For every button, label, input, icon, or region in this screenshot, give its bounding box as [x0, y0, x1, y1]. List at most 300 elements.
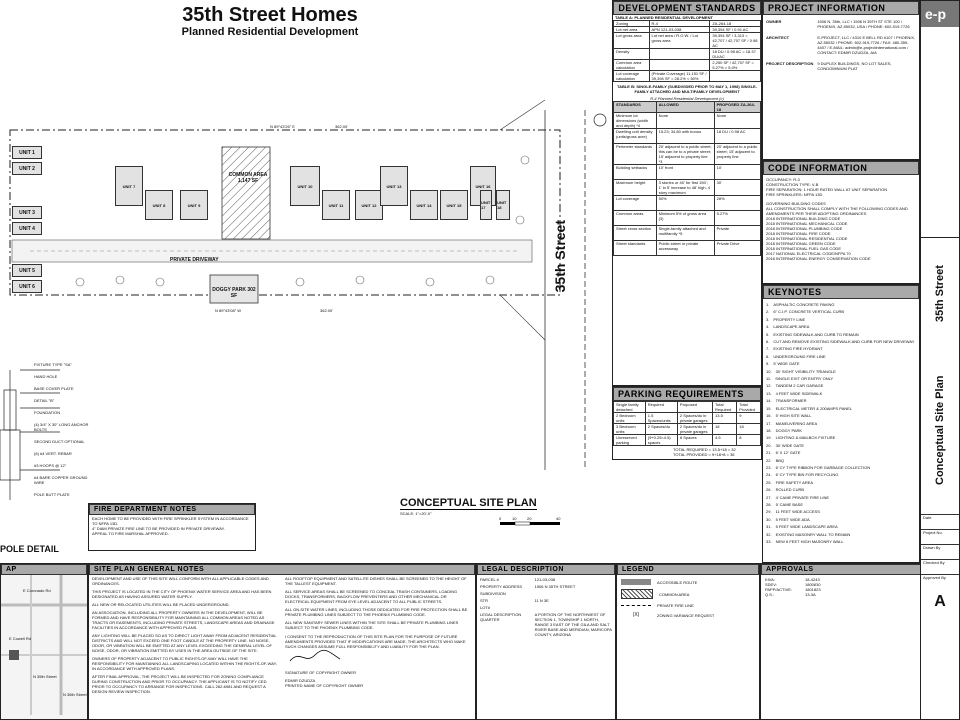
- unit-13: UNIT 13: [380, 166, 408, 206]
- pole-note: (6) #4 VERT. REBAR: [34, 451, 72, 456]
- keynote-item: [766, 516, 916, 523]
- legal-row: [480, 577, 612, 582]
- legend-item-fireline: PRIVATE FIRE LINE: [621, 603, 755, 608]
- pole-note: DETAIL "B": [34, 398, 55, 403]
- keynote-number: 22.: [766, 457, 772, 463]
- table-b-cell: 20' adjacent to a public street; this can be to a private street; 15' adjacent to property line *3: [656, 144, 714, 165]
- keynote-number: 23.: [766, 464, 772, 470]
- legal-key: LOT#: [480, 605, 491, 610]
- keynote-text: 6" C.I.P. CONCRETE VERTICAL CURB: [773, 309, 845, 315]
- scale-tick-0: 0: [499, 516, 502, 521]
- keynote-text: 5 FEET WIDE LANDSCAPE AREA: [775, 524, 838, 530]
- keynote-number: 15.: [766, 405, 772, 411]
- parking-cell: (9+0.25=4.5) spaces: [645, 435, 677, 446]
- keynote-item: [766, 308, 916, 315]
- parking-cell: 18: [713, 424, 737, 435]
- code-line: FIRE SEPARATION: 1 HOUR RATED WALL AT UNIT SEPARATION: [766, 187, 888, 192]
- parking-cell: 2 Spaces/du in private garages: [677, 424, 712, 435]
- table-a-cell: [649, 60, 710, 71]
- table-b-row: [614, 129, 761, 144]
- table-a-row: [614, 33, 761, 49]
- keynote-item: [766, 382, 916, 389]
- keynote-text: ELECTRICAL METER & 200AMPS PANEL: [775, 405, 853, 411]
- unit-2: UNIT 2: [12, 162, 42, 175]
- keynote-item: [766, 486, 916, 493]
- table-b-cell: Building setbacks: [614, 165, 657, 180]
- keynote-number: 7.: [766, 346, 770, 352]
- keynote-item: [766, 494, 916, 501]
- street-label: 35th Street: [552, 220, 568, 293]
- pole-detail-notes: [34, 362, 94, 504]
- approval-row: [765, 592, 925, 597]
- keynote-text: 5 FEET WIDE ADA: [775, 516, 810, 522]
- conceptual-scale: SCALE: 1"=20'-0": [400, 511, 432, 516]
- unit-1: UNIT 1: [12, 146, 42, 159]
- approval-key: PAPP/ACTIVE:: [765, 587, 793, 592]
- table-b-cell: Street standards: [614, 241, 657, 256]
- legal-row: [480, 598, 612, 603]
- table-b-cell: 10': [714, 165, 760, 180]
- table-a-cell: Lot coverage calculation: [614, 71, 650, 82]
- dim-bot-bearing: N 89°43'08" W: [215, 308, 242, 313]
- legend-header: LEGEND: [617, 564, 759, 575]
- keynote-number: 6.: [766, 339, 770, 345]
- keynote-item: [766, 508, 916, 515]
- keynote-number: 20.: [766, 442, 772, 448]
- table-a-cell: Common area calculation: [614, 60, 650, 71]
- dim-bot-length: 362.00': [320, 308, 333, 313]
- map-header: AP: [1, 564, 87, 575]
- general-note: ALL ON-SITE WATER LINES, INCLUDING THOSE DEDICATED FOR FIRE PROTECTION SHALL BE PRIVATE PLUMBING LINES SUBJECT TO THE PHOENIX PLUMBING CODE.: [285, 607, 468, 617]
- sheet-project-name: 35th Street: [934, 265, 946, 323]
- table-a-row: [614, 60, 761, 71]
- keynote-number: 32.: [766, 531, 772, 537]
- keynote-text: ROLLED CURB: [775, 487, 805, 493]
- table-a-cell: Lot net area / R.O.W. / Lot gross area: [649, 33, 710, 49]
- project-info-key: PROJECT DESCRIPTION: [766, 61, 814, 66]
- keynote-item: [766, 449, 916, 456]
- keynote-number: 33.: [766, 539, 772, 544]
- keynote-text: SINGLE EXIT OR ENTRY ONLY: [775, 376, 834, 382]
- parking-head-cell: Required: [645, 402, 677, 413]
- keynote-item: [766, 316, 916, 323]
- keynote-item: [766, 375, 916, 382]
- keynote-text: NEW 6 FEET HIGH MASONRY WALL: [775, 539, 844, 544]
- general-note: THIS PROJECT IS LOCATED IN THE CITY OF PHOENIX WATER SERVICE AREA AND HAS BEEN DESIGNATED AS HAVING ASSURED WATER SUPPLY.: [92, 589, 272, 599]
- keynote-item: [766, 353, 916, 360]
- table-b-row: [614, 211, 761, 226]
- keynote-number: 26.: [766, 487, 772, 493]
- keynote-number: 9.: [766, 361, 770, 367]
- table-b-row: [614, 113, 761, 129]
- scale-tick-20: 20: [527, 516, 532, 521]
- legal-row: [480, 591, 612, 596]
- parking-head-row: [614, 402, 761, 413]
- keynotes-header: KEYNOTES: [763, 285, 919, 299]
- keynote-text: EXISTING FIRE HYDRANT: [773, 346, 823, 352]
- table-a-cell: 18 DU / 0.98 AC = 18.37 DU/AC: [710, 49, 761, 60]
- keynote-text: 5' CAME BASE: [775, 501, 804, 507]
- keynote-item: [766, 501, 916, 508]
- dev-standards-panel: [612, 0, 762, 386]
- table-b-cell: 3 stories or 40' for first 150'; 1' in 5' increase to 48' high, 4 story maximum: [656, 180, 714, 196]
- table-a-cell: Density: [614, 49, 650, 60]
- parking-head-cell: Proposed: [677, 402, 712, 413]
- pole-note: SECOND DUCT OPTIONAL: [34, 439, 85, 444]
- legal-value: 1506 N 35TH STREET: [534, 584, 576, 589]
- keynote-text: 30' SIGHT VISIBILITY TRIANGLE: [775, 368, 836, 374]
- legal-panel: [476, 563, 616, 720]
- code-line: 2018 INTERNATIONAL FIRE CODE: [766, 231, 831, 236]
- project-info-value: 1506 N. 35th, LLC / 1506 N 35TH ST STE 100 / PHOENIX, AZ 85032, USA / PHONE: 602-919-7726: [817, 19, 910, 29]
- keynote-text: 5' HIGH SITE WALL: [775, 413, 812, 419]
- unit-16: UNIT 16: [470, 166, 496, 206]
- keynote-item: [766, 434, 916, 441]
- table-b-cell: Perimeter standards: [614, 144, 657, 165]
- project-info-header: PROJECT INFORMATION: [763, 1, 919, 15]
- keynote-number: 4.: [766, 324, 770, 330]
- pole-note: BASE COVER PLATE: [34, 386, 74, 391]
- table-b-cell: None: [714, 113, 760, 129]
- keynote-item: [766, 538, 916, 545]
- approval-value: 1801823: [805, 587, 821, 592]
- scale-tick-40: 40: [556, 516, 561, 521]
- table-b-row: [614, 165, 761, 180]
- keynote-number: 10.: [766, 368, 772, 374]
- table-a-cell: APN 121-03-038: [649, 27, 710, 33]
- keynote-number: 12.: [766, 383, 772, 389]
- table-b-cell: Single-family attached and multifamily *5: [656, 226, 714, 241]
- keynote-text: TRANSFORMER: [775, 398, 807, 404]
- keynote-item: [766, 442, 916, 449]
- conceptual-title: CONCEPTUAL SITE PLAN: [400, 497, 537, 509]
- unit-12: UNIT 12: [355, 190, 383, 220]
- general-note: OWNERS OF PROPERTY ADJACENT TO PUBLIC RIGHTS-OF-WAY WILL HAVE THE RESPONSIBILITY FOR MAINTAINING ALL LANDSCAPING LOCATED WITHIN THE RIGHTS-OF-WAY, IN ACCORDANCE WITH APPROVED PLANS.: [92, 656, 277, 671]
- keynote-text: 4' CAME PRIVATE FIRE LINE: [775, 494, 830, 500]
- parking-cell: Unreserved parking: [614, 435, 646, 446]
- keynote-item: [766, 368, 916, 375]
- keynote-number: 11.: [766, 376, 772, 382]
- parking-row: [614, 435, 761, 446]
- keynote-number: 17.: [766, 420, 772, 426]
- project-info-value: E-PROJECT, LLC / 4310 E BELL RD #107 / PHOENIX, AZ 85032 / PHONE: 602-919-7726 / FAX: 480-359-4407 / E-MAIL: admin@e-projectinternational.com / CONTACT: EDMIR DZUDZA, AIA: [817, 35, 916, 55]
- map-street-4: N 36th Street: [63, 692, 87, 697]
- approval-value: 1800630: [805, 582, 821, 587]
- keynote-item: [766, 523, 916, 530]
- approval-key: Q.S.:: [765, 592, 775, 597]
- pole-note: FOUNDATION: [34, 410, 61, 415]
- code-line: OCCUPANCY: R-3: [766, 177, 800, 182]
- table-a-cell: R-4: [649, 21, 710, 27]
- keynote-text: EXISTING MASONRY WALL TO REMAIN: [775, 531, 851, 537]
- table-b-cell: Dwelling unit density (units/gross acre): [614, 129, 657, 144]
- pole-note: #3 HOOPS @ 12": [34, 463, 67, 468]
- parking-cell: 9: [737, 413, 761, 424]
- table-a: [613, 20, 761, 82]
- parking-table: [613, 401, 761, 446]
- pole-note: #4 BARE COPPER GROUND WIRE: [34, 475, 88, 485]
- pole-note: HAND HOLE: [34, 374, 58, 379]
- table-b-cell: Street cross section: [614, 226, 657, 241]
- keynote-item: [766, 457, 916, 464]
- parking-cell: 13.5: [713, 413, 737, 424]
- parking-header: PARKING REQUIREMENTS: [613, 387, 761, 401]
- consent-text: I CONSENT TO THE REPRODUCTION OF THIS SITE PLAN FOR THE PURPOSE OF FUTURE AMENDMENTS PROVIDED THAT IF MODIFICATIONS ARE MADE, THE ARCHITECTS WHO MAKE SUCH CHANGES ASSUME FULL RESPONSIBILITY AND LIABILITY FOR THE PLAN.: [285, 634, 466, 649]
- keynotes-panel: [762, 284, 920, 563]
- table-b-row: [614, 241, 761, 256]
- parking-cell: 2 Spaces/du in private garages: [677, 413, 712, 424]
- table-b-cell: Private: [714, 226, 760, 241]
- legal-value: [535, 605, 612, 610]
- table-a-row: [614, 49, 761, 60]
- keynote-text: 6' CY TYPE RIBBON FOR GARBAGE COLLECTION: [775, 464, 871, 470]
- legal-key: PARCEL #: [480, 577, 499, 582]
- sheet-title: Conceptual Site Plan: [934, 375, 946, 485]
- sig-label: SIGNATURE OF COPYRIGHT OWNER: [285, 670, 356, 675]
- code-line: CONSTRUCTION TYPE: V-B: [766, 182, 819, 187]
- table-a-cell: 39,394 SF / 3,313 = 42,707 / 42,707 SF / 0.98 AC: [710, 33, 761, 49]
- table-a-row: [614, 71, 761, 82]
- legend-item-accessible: ACCESSIBLE ROUTE: [621, 579, 755, 585]
- doggy-park-label: DOGGY PARK 302 SF: [212, 287, 256, 299]
- keynote-number: 3.: [766, 316, 770, 322]
- sheet-field: Project No.: [921, 529, 959, 544]
- keynote-number: 30.: [766, 516, 772, 522]
- fire-notes-header: FIRE DEPARTMENT NOTES: [89, 504, 255, 515]
- keynote-item: [766, 479, 916, 486]
- legend-panel: [616, 563, 760, 720]
- table-b-cell: 28%: [714, 196, 760, 211]
- keynote-number: 13.: [766, 390, 772, 396]
- table-a-cell: [710, 71, 761, 82]
- keynote-item: [766, 390, 916, 397]
- sheet-field: Date: [921, 514, 959, 529]
- general-note: ALL NEW OR RELOCATED UTILITIES WILL BE PLACED UNDERGROUND.: [92, 602, 230, 607]
- table-b-head-cell: PROPOSED ZA-264-18: [714, 102, 760, 113]
- table-a-cell: (Private Coverage) 11,151 SF / 39,394 SF = 28.2% < 50%: [649, 71, 710, 82]
- fire-note: 4" DIAM PRIVATE FIRE LINE TO BE PROVIDED IN PRIVATE DRIVEWAY.: [92, 526, 225, 531]
- keynote-text: EXISTING SIDEWALK AND CURB TO REMAIN: [773, 331, 859, 337]
- parking-cell: 8: [737, 435, 761, 446]
- table-b-head-row: [614, 102, 761, 113]
- table-b-sub: R-4 Planned Residential Development (c): [650, 96, 724, 101]
- table-b-cell: Maximum height: [614, 180, 657, 196]
- keynote-number: 25.: [766, 479, 772, 485]
- project-info-row: [766, 19, 916, 29]
- code-line: 2018 INTERNATIONAL RESIDENTIAL CODE: [766, 236, 848, 241]
- legal-key: LEGAL DESCRIPTION QUARTER: [480, 612, 522, 622]
- keynote-text: PROPERTY LINE: [773, 316, 806, 322]
- keynote-text: 5' WIDE GATE: [773, 361, 800, 367]
- general-note: ALL ROOFTOP EQUIPMENT AND SATELLITE DISHES SHALL BE SCREENED TO THE HEIGHT OF THE TALLEST EQUIPMENT.: [285, 576, 467, 586]
- sheet-field: Approved By: [921, 574, 959, 589]
- dev-standards-header: DEVELOPMENT STANDARDS: [613, 1, 761, 15]
- parking-panel: [612, 386, 762, 460]
- unit-15: UNIT 15: [440, 190, 468, 220]
- general-notes-panel: [88, 563, 476, 720]
- legal-key: PROPERTY ADDRESS: [480, 584, 523, 589]
- parking-row: [614, 424, 761, 435]
- code-line: 2017 NATIONAL ELECTRICAL CODE/NFPA 70: [766, 251, 851, 256]
- scale-tick-10: 10: [512, 516, 517, 521]
- keynote-item: [766, 427, 916, 434]
- approval-key: SDEV:: [765, 582, 777, 587]
- keynote-text: LANDSCAPE AREA: [773, 324, 810, 330]
- keynote-text: TANDEM 2 CAR GARAGE: [775, 383, 824, 389]
- unit-3: UNIT 3: [12, 206, 42, 219]
- common-area-label: COMMON AREA 1,147 SF: [228, 172, 268, 184]
- project-info-panel: [762, 0, 920, 160]
- keynote-item: [766, 345, 916, 352]
- table-b-row: [614, 180, 761, 196]
- sheet-field: Drawn By: [921, 544, 959, 559]
- table-b-cell: 10' front: [656, 165, 714, 180]
- keynote-item: [766, 301, 916, 308]
- keynote-text: DOGGY PARK: [775, 427, 803, 433]
- table-b-title: TABLE B: SINGLE-FAMILY (SUBDIVIDED PRIOR TO MAY 1, 1998) SINGLE-FAMILY ATTACHED AND MULTIFAMILY DEVELOPMENT: [616, 84, 758, 94]
- table-a-cell: [649, 49, 710, 60]
- table-a-cell: 2,250 SF / 42,707 SF = 5.27% > 5.0%: [710, 60, 761, 71]
- table-a-cell: Zoning: [614, 21, 650, 27]
- table-b-head-cell: STANDARDS: [614, 102, 657, 113]
- legend-item-zoning: (X) ZONING VARIANCE REQUEST: [632, 612, 715, 618]
- table-a-cell: Lot gross area: [614, 33, 650, 49]
- keynote-number: 8.: [766, 353, 770, 359]
- legal-value: 121-03-038: [534, 577, 556, 582]
- table-b-row: [614, 144, 761, 165]
- sig-printed-label: PRINTED NAME OF COPYRIGHT OWNER: [285, 683, 364, 688]
- table-a-cell: ZA-264-18: [710, 21, 761, 27]
- code-line: 2018 INTERNATIONAL MECHANICAL CODE: [766, 221, 848, 226]
- keynote-text: 11 FEET WIDE ACCESS: [775, 509, 820, 515]
- code-line: FIRE SPRINKLERS: NFPA 13D: [766, 192, 823, 197]
- keynote-item: [766, 323, 916, 330]
- project-info-row: [766, 35, 916, 55]
- approvals-header: APPROVALS: [761, 564, 929, 575]
- general-notes-header: SITE PLAN GENERAL NOTES: [89, 564, 475, 575]
- parking-cell: 4.5: [713, 435, 737, 446]
- approval-key: KIVA:: [765, 577, 775, 582]
- map-street-2: E Cowell Rd: [9, 636, 32, 641]
- map-street-1: E Coronado Rd: [23, 588, 51, 593]
- keynote-number: 1.: [766, 302, 770, 307]
- project-info-row: [766, 61, 916, 71]
- parking-cell: 2 Spaces/du: [645, 424, 677, 435]
- general-note: DEVELOPMENT AND USE OF THIS SITE WILL CONFORM WITH ALL APPLICABLE CODES AND ORDINANCES.: [92, 576, 269, 586]
- keynote-item: [766, 405, 916, 412]
- unit-7: UNIT 7: [115, 166, 143, 206]
- keynote-number: 24.: [766, 472, 772, 478]
- code-line: GOVERNING BUILDING CODES: [766, 201, 826, 206]
- parking-head-cell: Single family detached: [614, 402, 646, 413]
- table-a-cell: Lot net area: [614, 27, 650, 33]
- parking-cell: 3 Bedroom units: [614, 424, 646, 435]
- keynote-number: 16.: [766, 413, 772, 419]
- legal-value: 11 N 3E: [534, 598, 549, 603]
- table-b-cell: 50%: [656, 196, 714, 211]
- dim-top-length: 362.00': [335, 124, 348, 129]
- keynote-number: 18.: [766, 427, 772, 433]
- table-a-cell: 39,394 SF / 0.91 AC: [710, 27, 761, 33]
- parking-cell: 2 Bedroom units: [614, 413, 646, 424]
- keynote-item: [766, 471, 916, 478]
- pole-note: POLE BUTT PLATE: [34, 492, 70, 497]
- keynote-text: 6' X 12' GATE: [775, 450, 801, 456]
- legal-value: A PORTION OF THE NORTHWEST OF SECTION 1, TOWNSHIP 1 NORTH, RANGE 3 EAST OF THE GILA AND SALT RIVER BASE AND MERIDIAN, MARICOPA COUNTY, ARIZONA: [534, 612, 612, 637]
- table-b-cell: Common areas: [614, 211, 657, 226]
- page-subtitle: Planned Residential Development: [181, 26, 359, 38]
- keynote-number: 29.: [766, 509, 772, 515]
- signature: [285, 649, 345, 665]
- project-info-value: 9 DUPLEX BUILDINGS, NO LOT SALES, CONDOMINIUM PLAT: [817, 61, 892, 71]
- pole-detail-label: POLE DETAIL: [0, 544, 59, 554]
- keynote-text: 6' CY TYPE BIN FOR RECYCLING: [775, 472, 839, 478]
- table-a-title: TABLE A: PLANNED RESIDENTIAL DEVELOPMENT: [615, 15, 713, 20]
- table-b-cell: Minimum lot dimensions (width and depth) *4: [614, 113, 657, 129]
- keynote-item: [766, 338, 916, 345]
- unit-9: UNIT 9: [180, 190, 208, 220]
- unit-17: UNIT 17: [480, 190, 492, 220]
- private-driveway-label: PRIVATE DRIVEWAY: [170, 257, 219, 263]
- pole-note: (4) 3/4" X 30" LONG ANCHOR BOLTS: [34, 422, 89, 432]
- legal-row: [480, 612, 612, 637]
- table-b: [613, 101, 761, 256]
- keynote-number: 5.: [766, 331, 770, 337]
- fire-note: EACH HOME TO BE PROVIDED WITH FIRE SPRINKLER SYSTEM IN ACCORDANCE TO NFPA 13D.: [92, 516, 249, 526]
- code-line: ALL CONSTRUCTION SHALL COMPLY WITH THE FOLLOWING CODES AND AMENDMENTS PER THEIR ADOPTING ORDINANCES: [766, 206, 908, 216]
- table-b-head-cell: ALLOWED: [656, 102, 714, 113]
- unit-14: UNIT 14: [410, 190, 438, 220]
- table-b-cell: 15.23; 34.80 with bonus: [656, 129, 714, 144]
- keynote-text: ASPHALTIC CONCRETE PAVING: [773, 302, 835, 307]
- approval-value: 13-3A: [805, 592, 816, 597]
- keynote-text: MANEUVERING AREA: [775, 420, 818, 426]
- general-note: AN ASSOCIATION, INCLUDING ALL PROPERTY OWNERS IN THE DEVELOPMENT, WILL BE FORMED AND HAVE RESPONSIBILITY FOR MAINTAINING ALL COMMON AREAS NOTED AS TRACTS OR EASEMENTS, INCLUDING PRIVATE STREETS, LANDSCAPE AREAS AND DRAINAGE FACILITIES IN ACCORDANCE WITH APPROVED PLANS.: [92, 610, 275, 630]
- keynote-item: [766, 331, 916, 338]
- general-note: AFTER FINAL APPROVAL, THE PROJECT WILL BE INSPECTED FOR ZONING COMPLIANCE DURING CONSTRUCTION AND PRIOR TO OCCUPANCY. THE APPLICANT IS TO NOTIFY CED PRIOR TO OCCUPANCY TO ARRANGE FOR INSPECTIONS. CALL 262-6981 AND REQUEST A DESIGN REVIEW INSPECTION.: [92, 674, 267, 694]
- table-b-cell: Minimum 5% of gross area (3): [656, 211, 714, 226]
- unit-8: UNIT 8: [145, 190, 173, 220]
- parking-head-cell: Total Provided: [737, 402, 761, 413]
- general-note: ALL NEW SANITARY SEWER LINES WITHIN THE SITE SHALL BE PRIVATE PLUMBING LINES SUBJECT TO THE PHOENIX PLUMBING CODE.: [285, 620, 459, 630]
- keynote-number: 27.: [766, 494, 772, 500]
- keynote-number: 19.: [766, 435, 772, 441]
- keynote-text: 30' WIDE GATE: [775, 442, 805, 448]
- keynote-item: [766, 397, 916, 404]
- unit-4: UNIT 4: [12, 222, 42, 235]
- legal-row: [480, 605, 612, 610]
- keynote-item: [766, 531, 916, 538]
- keynote-item: [766, 420, 916, 427]
- legal-header: LEGAL DESCRIPTION: [477, 564, 615, 575]
- parking-cell: 18: [737, 424, 761, 435]
- table-b-cell: None: [656, 113, 714, 129]
- keynote-text: 4 FEET WIDE SIDEWALK: [775, 390, 823, 396]
- keynote-item: [766, 464, 916, 471]
- legal-key: STR: [480, 598, 488, 603]
- map-street-3: N 35th Street: [33, 674, 57, 679]
- code-line: 2018 INTERNATIONAL GREEN CODE: [766, 241, 836, 246]
- keynote-number: 21.: [766, 450, 772, 456]
- keynote-text: FIRE SAFETY AREA: [775, 479, 814, 485]
- unit-11: UNIT 11: [322, 190, 350, 220]
- page-title: 35th Street Homes: [182, 4, 358, 26]
- project-info-key: OWNER: [766, 19, 782, 24]
- fire-note: APPEAL TO FIRE MARSHAL APPROVED.: [92, 531, 169, 536]
- legal-value: [535, 591, 612, 596]
- parking-head-cell: Total Required: [713, 402, 737, 413]
- sheet-field: Checked By: [921, 559, 959, 574]
